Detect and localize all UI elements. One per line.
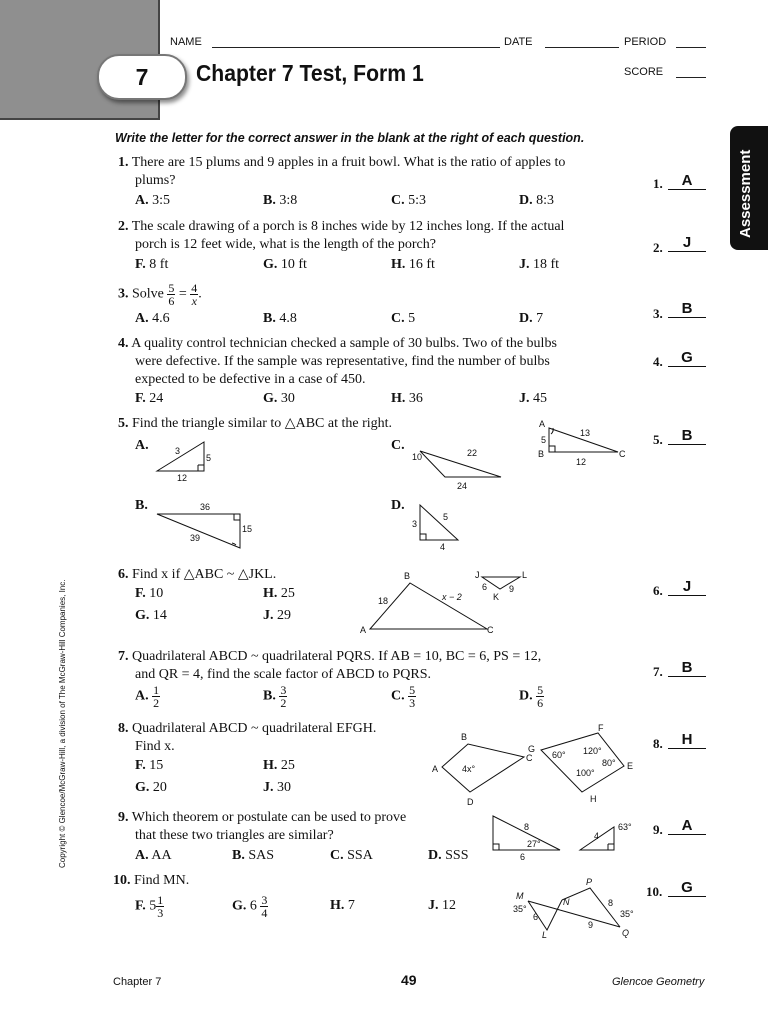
question-5: 5. Find the triangle similar to △ABC at the right. — [118, 416, 393, 431]
choice-6f: F. 10 — [135, 586, 164, 601]
svg-text:4: 4 — [440, 542, 446, 552]
figure-q5-reference — [538, 419, 626, 467]
svg-text:4: 4 — [594, 831, 600, 841]
choice-10f: F. 5 $\frac{1}{3}$ — [135, 893, 164, 920]
svg-text:B: B — [538, 449, 545, 459]
svg-text:E: E — [627, 761, 634, 771]
choice-5d: D. — [391, 498, 405, 513]
svg-text:6: 6 — [533, 912, 539, 922]
choice-9a: A. AA — [135, 848, 172, 863]
choice-1c: C. 5:3 — [391, 193, 427, 208]
question-7: 7. Quadrilateral ABCD ~ quadrilateral PQRS. If AB = 10, BC = 6, PS = 12, and QR = 4, find the scale factor of ABCD to PQRS. — [118, 649, 542, 682]
svg-text:13: 13 — [580, 428, 591, 438]
answer-number-5: 5. — [653, 432, 663, 447]
answer-number-9: 9. — [653, 822, 663, 837]
question-text: There are 15 plums and 9 apples in a fruit bowl. What is the ratio of apples to — [131, 155, 566, 170]
svg-text:15: 15 — [242, 524, 253, 534]
svg-text:12: 12 — [576, 457, 587, 467]
choice-3d: D. 7 — [519, 311, 544, 326]
svg-text:A: A — [539, 419, 546, 429]
name-label: NAME — [170, 36, 202, 48]
footer-book-title: Glencoe Geometry — [612, 976, 705, 988]
choice-2j: J. 18 ft — [519, 257, 560, 272]
question-4: 4. A quality control technician checked a sample of 30 bulbs. Two of the bulbs were defective. If the sample was representative, find the number of bulbs expected to be defective in a case of 450. — [118, 336, 557, 387]
svg-text:3: 3 — [412, 519, 418, 529]
svg-text:27°: 27° — [527, 839, 541, 849]
footer-chapter: Chapter 7 — [113, 976, 162, 988]
svg-text:60°: 60° — [552, 750, 566, 760]
choice-1b: B. 3:8 — [263, 193, 298, 208]
svg-text:6: 6 — [482, 582, 488, 592]
answer-number-8: 8. — [653, 736, 663, 751]
choice-7a: A. $\frac{1}{2}$ — [135, 683, 160, 710]
svg-text:5: 5 — [206, 453, 212, 463]
choice-10j: J. 12 — [428, 898, 456, 913]
answer-number-3: 3. — [653, 306, 663, 321]
choice-3b: B. 4.8 — [263, 311, 297, 326]
choice-6g: G. 14 — [135, 608, 167, 623]
question-8: 8. Quadrilateral ABCD ~ quadrilateral EFGH. Find x. — [118, 721, 377, 754]
answer-blank-7[interactable]: B — [668, 660, 706, 677]
svg-text:3: 3 — [175, 446, 181, 456]
question-3: 3. Solve $\frac{5}{6}$ = $\frac{4}{x}$ . — [118, 281, 202, 308]
svg-text:35°: 35° — [620, 909, 634, 919]
choice-9d: D. SSS — [428, 848, 469, 863]
svg-text:9: 9 — [509, 584, 515, 594]
figure-q5-d — [412, 505, 458, 552]
choice-3a: A. 4.6 — [135, 311, 170, 326]
copyright-notice: Copyright © Glencoe/McGraw-Hill, a division of The McGraw-Hill Companies, Inc. — [58, 579, 67, 868]
answer-blank-6[interactable]: J — [668, 579, 706, 596]
answer-number-4: 4. — [653, 354, 663, 369]
choice-10g: G. 6 $\frac{3}{4}$ — [232, 893, 268, 920]
choice-6h: H. 25 — [263, 586, 295, 601]
svg-text:9: 9 — [588, 920, 594, 930]
svg-text:A: A — [432, 764, 439, 774]
svg-text:L: L — [542, 930, 548, 940]
choice-9b: B. SAS — [232, 848, 275, 863]
choice-7c: C. $\frac{5}{3}$ — [391, 683, 416, 710]
svg-text:35°: 35° — [513, 904, 527, 914]
page-title: Chapter 7 Test, Form 1 — [196, 60, 424, 86]
question-9: 9. Which theorem or postulate can be used to prove that these two triangles are similar? — [118, 810, 407, 843]
score-label: SCORE — [624, 66, 664, 78]
svg-text:10: 10 — [412, 452, 423, 462]
answer-blank-1[interactable]: A — [668, 173, 706, 190]
choice-9c: C. SSA — [330, 848, 373, 863]
answer-blank-10[interactable]: G — [668, 880, 706, 897]
answer-blank-4[interactable]: G — [668, 350, 706, 367]
question-text: plums? — [135, 173, 176, 188]
chapter-number-badge: 7 — [97, 54, 187, 100]
choice-10h: H. 7 — [330, 898, 355, 913]
svg-text:63°: 63° — [618, 822, 632, 832]
svg-text:A: A — [360, 625, 367, 635]
question-2: 2. The scale drawing of a porch is 8 inches wide by 12 inches long. If the actual porch is 12 feet wide, what is the length of the porch? — [118, 219, 565, 252]
choice-7d: D. $\frac{5}{6}$ — [519, 683, 544, 710]
answer-number-1: 1. — [653, 176, 663, 191]
answer-blank-9[interactable]: A — [668, 818, 706, 835]
choice-8g: G. 20 — [135, 780, 167, 795]
side-tab-label: Assessment — [737, 149, 754, 238]
svg-text:120°: 120° — [583, 746, 602, 756]
date-label: DATE — [504, 36, 533, 48]
choice-8f: F. 15 — [135, 758, 164, 773]
answer-blank-2[interactable]: J — [668, 235, 706, 252]
svg-text:G: G — [528, 744, 536, 754]
svg-text:8: 8 — [524, 822, 530, 832]
figure-q5-b — [157, 502, 252, 548]
svg-text:L: L — [522, 570, 528, 580]
answer-blank-5[interactable]: B — [668, 428, 706, 445]
choice-4h: H. 36 — [391, 391, 423, 406]
figure-q9 — [493, 816, 632, 862]
choice-2f: F. 8 ft — [135, 257, 169, 272]
answer-number-6: 6. — [653, 583, 663, 598]
svg-text:5: 5 — [541, 435, 547, 445]
answer-blank-3[interactable]: B — [668, 301, 706, 318]
choice-1a: A. 3:5 — [135, 193, 171, 208]
choice-8j: J. 30 — [263, 780, 291, 795]
svg-text:C: C — [487, 625, 494, 635]
choice-5a: A. — [135, 438, 149, 453]
svg-text:18: 18 — [378, 596, 389, 606]
svg-text:x − 2: x − 2 — [442, 592, 462, 602]
svg-text:6: 6 — [520, 852, 526, 862]
question-6: 6. Find x if △ABC ~ △JKL. — [118, 567, 277, 582]
svg-text:B: B — [461, 732, 468, 742]
figure-q10 — [513, 877, 634, 940]
answer-number-2: 2. — [653, 240, 663, 255]
choice-2g: G. 10 ft — [263, 257, 307, 272]
answer-number-10: 10. — [646, 884, 663, 899]
svg-text:8: 8 — [608, 898, 614, 908]
question-number: 1. — [118, 155, 129, 170]
choice-2h: H. 16 ft — [391, 257, 435, 272]
choice-5c: C. — [391, 438, 405, 453]
svg-text:22: 22 — [467, 448, 478, 458]
choice-6j: J. 29 — [263, 608, 291, 623]
svg-text:100°: 100° — [576, 768, 595, 778]
svg-text:24: 24 — [457, 481, 468, 491]
figure-q5-a — [157, 442, 211, 483]
period-label: PERIOD — [624, 36, 667, 48]
svg-text:12: 12 — [177, 473, 188, 483]
svg-text:J: J — [475, 570, 480, 580]
svg-text:C: C — [619, 449, 626, 459]
choice-4f: F. 24 — [135, 391, 164, 406]
choice-3c: C. 5 — [391, 311, 416, 326]
svg-text:5: 5 — [443, 512, 449, 522]
instructions: Write the letter for the correct answer in the blank at the right of each question. — [115, 131, 585, 145]
svg-text:H: H — [590, 794, 597, 804]
svg-text:80°: 80° — [602, 758, 616, 768]
choice-7b: B. $\frac{3}{2}$ — [263, 683, 287, 710]
svg-text:M: M — [516, 891, 524, 901]
svg-text:36: 36 — [200, 502, 211, 512]
svg-text:D: D — [467, 797, 474, 807]
svg-text:B: B — [404, 571, 411, 581]
svg-text:C: C — [526, 753, 533, 763]
figure-q5-c — [412, 448, 501, 491]
page-number: 49 — [401, 972, 417, 988]
svg-text:Q: Q — [622, 928, 630, 938]
svg-text:N: N — [563, 897, 570, 907]
svg-text:4x°: 4x° — [462, 764, 476, 774]
choice-4g: G. 30 — [263, 391, 295, 406]
svg-text:P: P — [586, 877, 593, 887]
answer-number-7: 7. — [653, 664, 663, 679]
answer-blank-8[interactable]: H — [668, 732, 706, 749]
svg-text:39: 39 — [190, 533, 201, 543]
question-10: 10. Find MN. — [113, 873, 190, 888]
choice-1d: D. 8:3 — [519, 193, 555, 208]
choice-4j: J. 45 — [519, 391, 547, 406]
svg-text:K: K — [493, 592, 500, 602]
choice-5b: B. — [135, 498, 148, 513]
choice-8h: H. 25 — [263, 758, 295, 773]
svg-text:F: F — [598, 723, 604, 733]
figure-q8 — [432, 723, 633, 807]
figure-q6 — [360, 570, 527, 635]
